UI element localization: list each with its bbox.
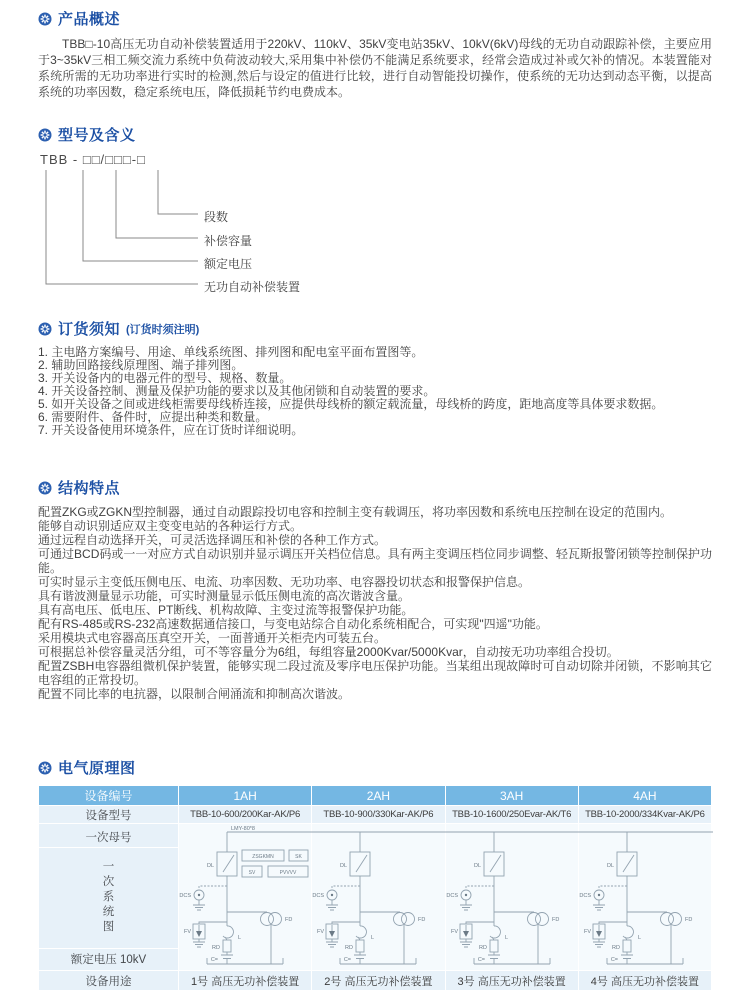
feature-item: 配置ZSBH电容器组微机保护装置，能够实现二段过流及零序电压保护功能。当某组出现故障时可自动切除并闭锁，不影响其它电容组的正常投切。 (38, 659, 712, 687)
bus-label: LMY-80*8 (231, 826, 255, 832)
row-label-device-use: 设备用途 (39, 971, 179, 991)
table-usage-row (39, 971, 712, 991)
header-device-no: 设备编号 (39, 786, 179, 806)
bottom-bus (340, 958, 416, 964)
row-label-rated-voltage: 额定电压 10kV (39, 948, 179, 970)
capacitor-label: C= (610, 957, 618, 963)
header-column-1ah: 1AH (179, 786, 312, 806)
section-ordering-notes (38, 318, 712, 437)
section-model-designation (38, 124, 712, 304)
svg-text:SV: SV (248, 870, 256, 876)
ordering-item: 4. 开关设备控制、测量及保护功能的要求以及其他闭锁和自动装置的要求。 (38, 384, 436, 398)
arrester-label: FV (317, 929, 325, 935)
section-title: 型号及含义 (58, 127, 136, 144)
section-heading (38, 757, 712, 778)
arrester-label: FV (450, 929, 458, 935)
ordering-item: 3. 开关设备内的电器元件的型号、规格、数量。 (38, 371, 292, 385)
one-line-schematic (446, 824, 580, 970)
section-title: 结构特点 (58, 480, 121, 497)
current-transformer-label: FD (551, 917, 559, 923)
fuse-symbol (356, 940, 364, 952)
one-line-schematic (312, 824, 446, 970)
ordering-items-list (38, 346, 712, 437)
feature-item: 具有谐波测量显示功能，可实时测量显示低压侧电流的高次谐波含量。 (38, 589, 411, 603)
schematic-diagram-3ah (445, 824, 578, 971)
fuse-label: RD (611, 945, 620, 951)
device-model-cell: TBB-10-2000/334Kvar-AK/P6 (578, 806, 711, 824)
earthing-switch-label: DCS (579, 893, 591, 899)
model-label-capacity: 补偿容量 (204, 234, 253, 248)
earthing-switch-label: DCS (445, 893, 458, 899)
feature-item: 采用模块式电容器高压真空开关，一面普通开关柜壳内可装五台。 (38, 631, 387, 645)
feature-item: 可根据总补偿容量灵活分组，可不等容量分为6组，每组容量2000Kvar/5000Kvar，自动按无功功率组合投切。 (38, 645, 619, 659)
model-label-voltage: 额定电压 (204, 257, 253, 271)
gear-bullet-icon (38, 761, 52, 775)
breaker-label: DL (340, 863, 348, 869)
gear-bullet-icon (38, 12, 52, 26)
device-use-cell: 1号 高压无功补偿装置 (179, 971, 312, 991)
earthing-switch-label: DCS (312, 893, 325, 899)
reactor-symbol (223, 926, 233, 938)
section-structural-features (38, 477, 712, 701)
fuse-label: RD (478, 945, 487, 951)
features-items-list (38, 505, 712, 701)
section-product-overview (38, 8, 712, 100)
section-heading (38, 318, 712, 339)
current-transformer-label: FD (684, 917, 693, 923)
device-model-cell: TBB-10-900/330Kar-AK/P6 (312, 806, 445, 824)
reactor-label: L (238, 935, 242, 941)
feature-item: 可通过BCD码或一一对应方式自动识别并显示调压开关档位信息。具有两主变调压档位同步调整、轻瓦斯报警闭锁等控制保护功能。 (38, 547, 712, 575)
breaker-label: DL (473, 863, 481, 869)
device-use-cell: 4号 高压无功补偿装置 (578, 971, 711, 991)
reactor-symbol (623, 926, 633, 938)
section-title: 电气原理图 (58, 760, 136, 777)
current-transformer-symbol (527, 913, 540, 926)
one-line-schematic (179, 824, 313, 970)
current-transformer-label: FD (285, 917, 293, 923)
fuse-label: RD (345, 945, 354, 951)
device-model-cell: TBB-10-1600/250Evar-AK/T6 (445, 806, 578, 824)
overview-paragraph: TBB□-10高压无功自动补偿装置适用于220kV、110kV、35kV变电站35kV、10kV(6kV)母线的无功自动跟踪补偿，主要应用于3~35kV三相工频交流力系统中负荷波动较大,采用集中补偿仍不能满足系统要求，经常会造成过补或欠补的情况。本装置能对系统所需的无功功率进行实时的检测,然后与设定的值进行比较，进行自动智能投切操作，使系统的无功达到动态平衡，以提高系统的功率因数，稳定系统电压，降低损耗节约电费成本。 (38, 37, 712, 99)
header-column-2ah: 2AH (312, 786, 445, 806)
svg-text:PVVVV: PVVVV (279, 870, 297, 876)
device-use-cell: 3号 高压无功补偿装置 (445, 971, 578, 991)
gear-bullet-icon (38, 128, 52, 142)
breaker-label: DL (206, 863, 214, 869)
feature-item: 通过远程自动选择开关，可灵活选择调压和补偿的各种工作方式。 (38, 533, 387, 547)
feature-item: 可实时显示主变低压侧电压、电流、功率因数、无功功率、电容器投切状态和报警保护信息。 (38, 575, 531, 589)
table-bus-row (39, 824, 712, 848)
gear-bullet-icon (38, 322, 52, 336)
arrester-label: FV (183, 929, 191, 935)
fuse-symbol (223, 940, 231, 952)
breaker-label: DL (606, 863, 614, 869)
reactor-symbol (356, 926, 366, 938)
one-line-schematic (579, 824, 713, 970)
ordering-item: 6. 需要附件、备件时，应提出种类和数量。 (38, 410, 268, 424)
current-transformer-symbol (394, 913, 407, 926)
ordering-item: 7. 开关设备使用环境条件，应在订货时详细说明。 (38, 423, 304, 437)
table-model-row (39, 806, 712, 824)
capacitor-label: C= (210, 957, 218, 963)
reactor-symbol (490, 926, 500, 938)
feature-item: 配有RS-485或RS-232高速数据通信接口，与变电站综合自动化系统相配合，可实现"四遥"功能。 (38, 617, 548, 631)
principle-table (38, 785, 712, 991)
device-use-cell: 2号 高压无功补偿装置 (312, 971, 445, 991)
reactor-label: L (504, 935, 508, 941)
gear-bullet-icon (38, 481, 52, 495)
model-label-segments: 段数 (204, 210, 229, 224)
section-heading (38, 477, 712, 498)
arrester-label: FV (583, 929, 591, 935)
current-transformer-symbol (660, 913, 673, 926)
model-label-device-type: 无功自动补偿装置 (204, 280, 301, 294)
section-electrical-schematic (38, 757, 712, 991)
earthing-switch-label: DCS (179, 893, 191, 899)
feature-item: 配置不同比率的电抗器，以限制合闸涌流和抑制高次谐波。 (38, 687, 351, 701)
row-label-primary-system-diagram (39, 848, 179, 949)
bottom-bus (607, 958, 683, 964)
table-header-row (39, 786, 712, 806)
bottom-bus (474, 958, 550, 964)
fuse-label: RD (212, 945, 220, 951)
header-column-4ah: 4AH (578, 786, 711, 806)
device-model-cell: TBB-10-600/200Kar-AK/P6 (179, 806, 312, 824)
row-label-device-model: 设备型号 (39, 806, 179, 824)
section-subtitle: (订货时须注明) (126, 323, 200, 336)
model-designation-diagram (38, 152, 712, 304)
capacitor-label: C= (477, 957, 485, 963)
section-title: 订货须知 (58, 321, 121, 338)
section-heading (38, 8, 712, 29)
schematic-diagram-2ah (312, 824, 445, 971)
ordering-item: 1. 主电路方案编号、用途、单线系统图、排列图和配电室平面布置图等。 (38, 345, 424, 359)
fuse-symbol (623, 940, 631, 952)
reactor-label: L (371, 935, 375, 941)
feature-item: 具有高电压、低电压、PT断线、机构故障、主变过流等报警保护功能。 (38, 603, 414, 617)
ordering-item: 2. 辅助回路接线原理图、端子排列图。 (38, 358, 244, 372)
section-title: 产品概述 (58, 11, 121, 28)
model-code: TBB - □□/□□□-□ (40, 152, 146, 167)
header-column-3ah: 3AH (445, 786, 578, 806)
schematic-diagram-4ah (578, 824, 711, 971)
schematic-diagram-1ah (179, 824, 312, 971)
feature-item: 配置ZKG或ZGKN型控制器，通过自动跟踪投切电容和控制主变有载调压，将功率因数和系统电压控制在设定的范围内。 (38, 505, 673, 519)
fuse-symbol (490, 940, 498, 952)
capacitor-label: C= (344, 957, 352, 963)
vertical-label: 一次系统图 (102, 861, 115, 934)
reactor-label: L (637, 935, 641, 941)
feature-item: 能够自动识别适应双主变变电站的各种运行方式。 (38, 519, 303, 533)
bottom-bus (207, 958, 283, 964)
ordering-item: 5. 如开关设备之间或进线柜需要母线桥连接，应提供母线桥的额定载流量，母线桥的跨度，距地高度等具体要求数据。 (38, 397, 664, 411)
current-transformer-label: FD (418, 917, 426, 923)
row-label-primary-bus: 一次母号 (39, 824, 179, 848)
svg-text:ZSGKMN: ZSGKMN (252, 854, 274, 860)
section-heading (38, 124, 712, 145)
current-transformer-symbol (261, 913, 274, 926)
svg-text:SK: SK (295, 854, 302, 860)
